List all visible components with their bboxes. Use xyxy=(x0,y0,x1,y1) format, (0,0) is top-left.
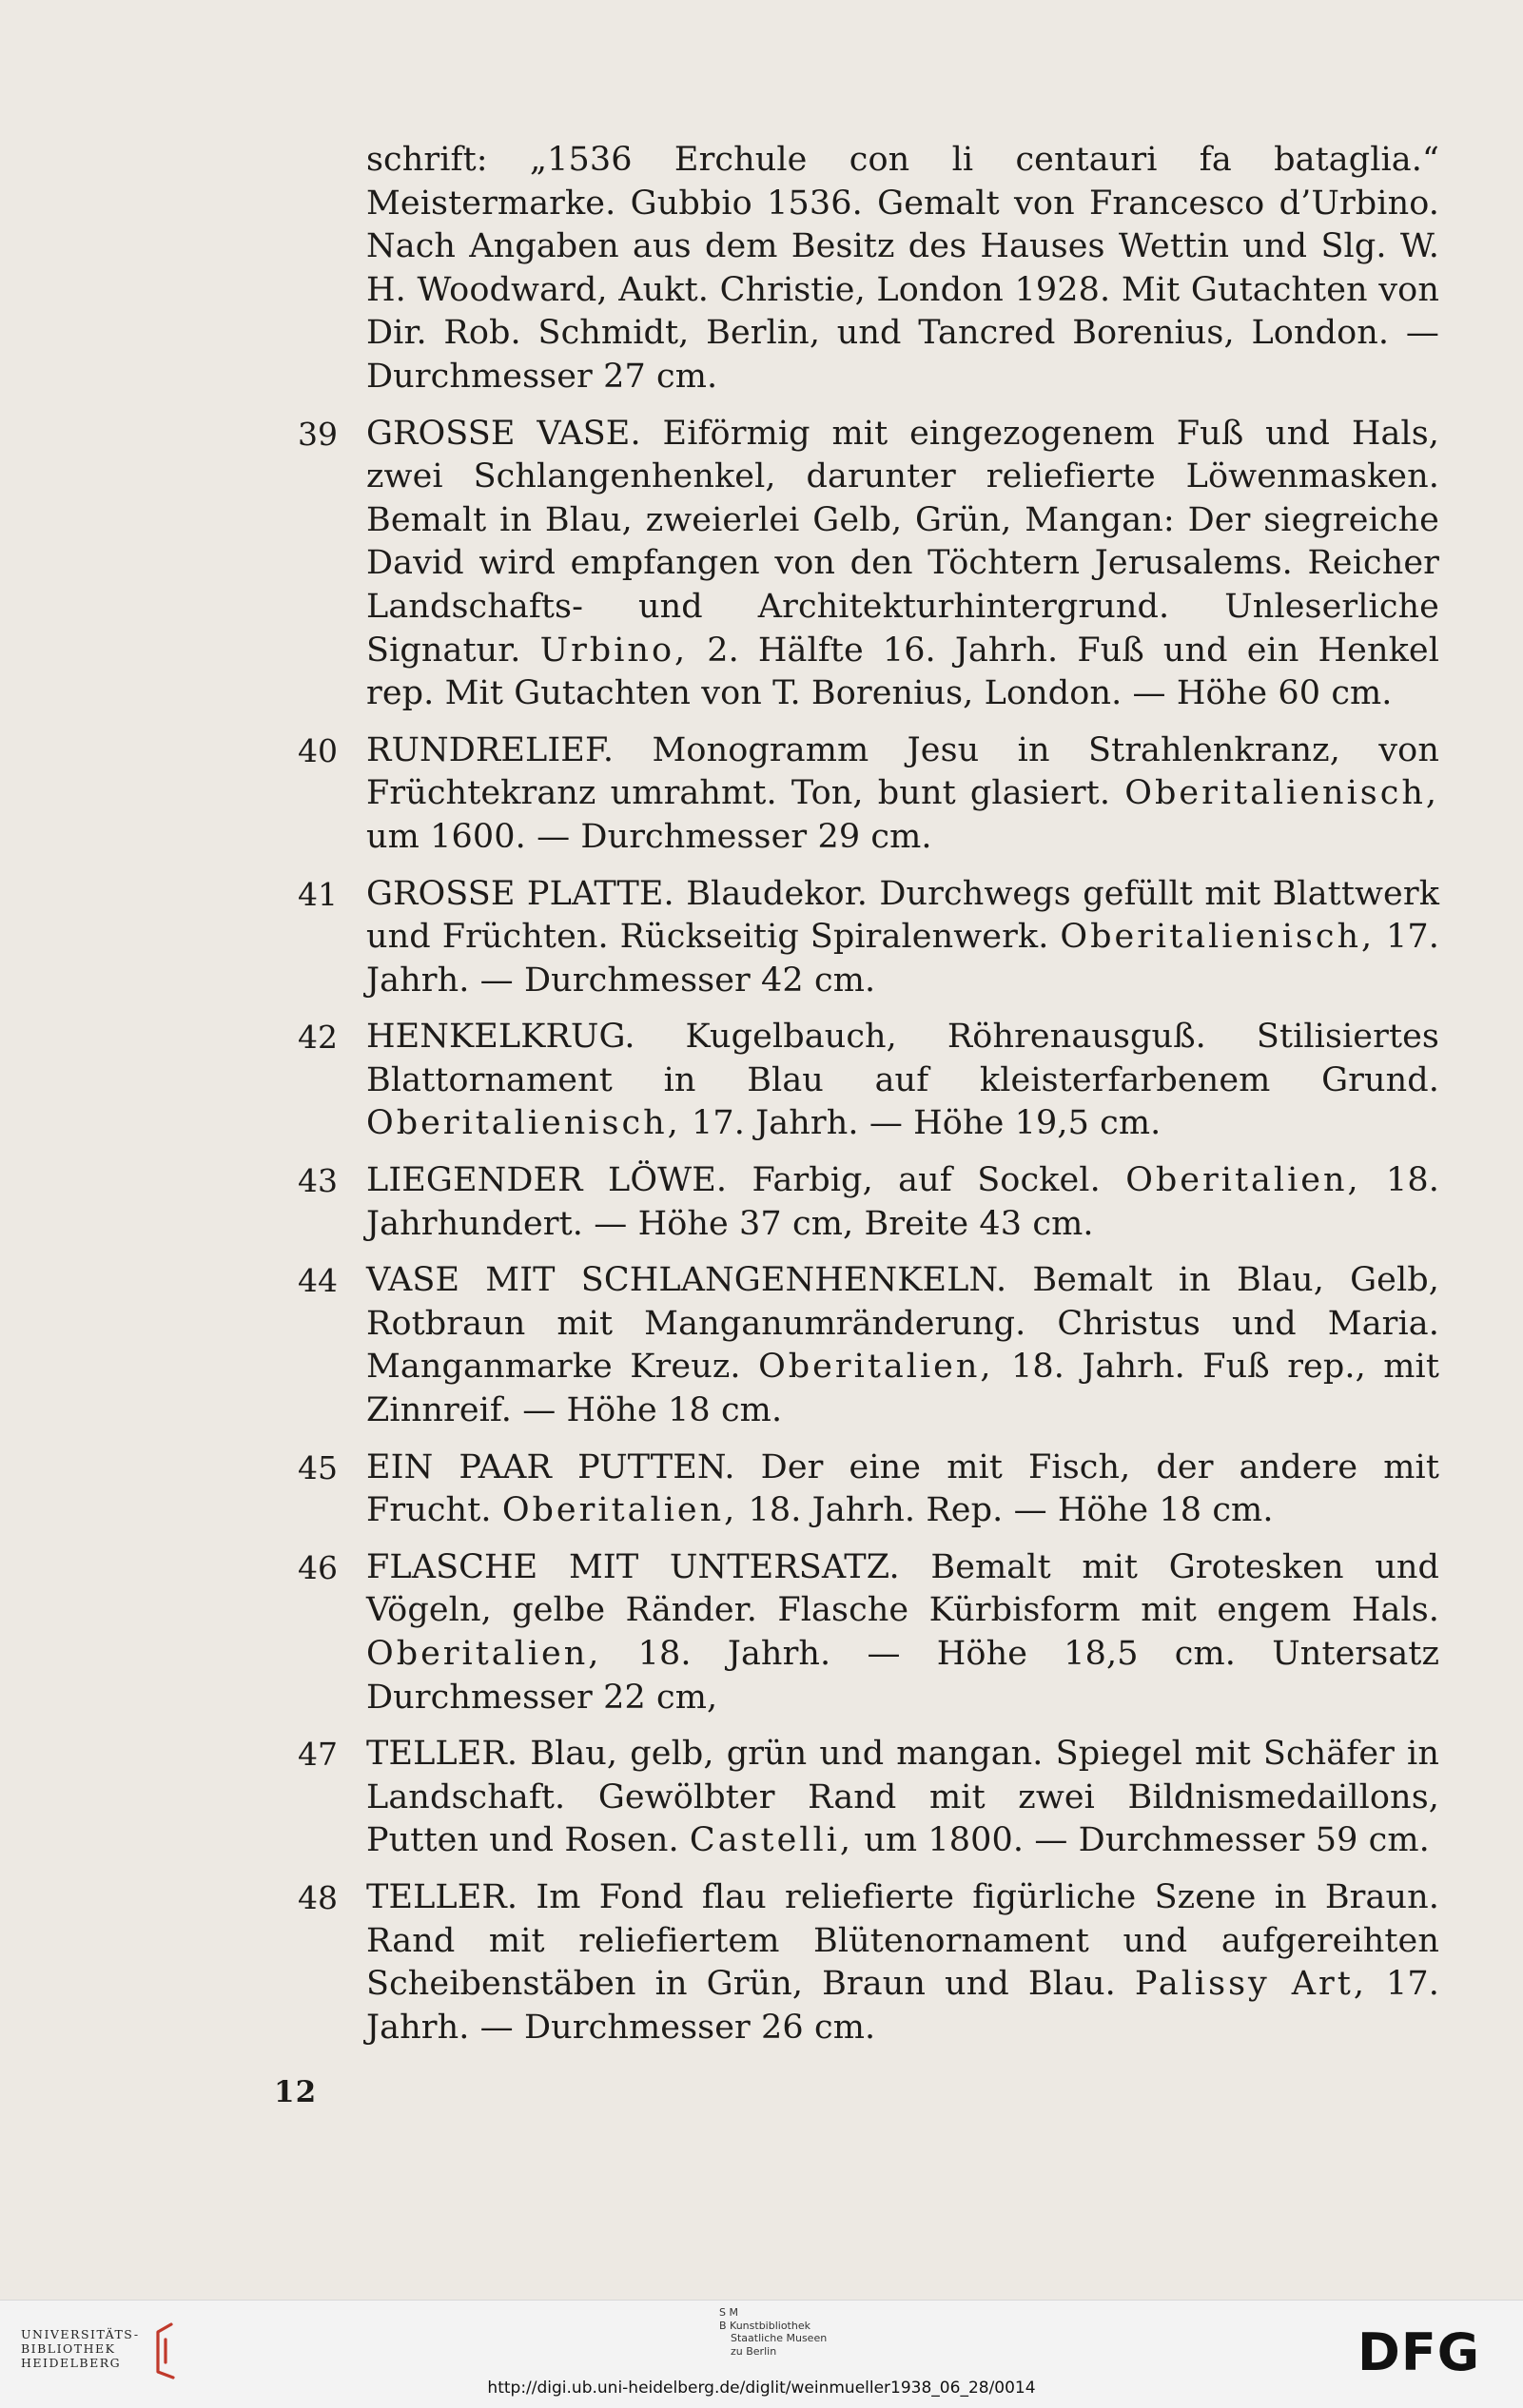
entry-description: FLASCHE MIT UNTERSATZ. Bemalt mit Grotesken und Vögeln, gelbe Ränder. Flasche Kürbisform mit engem Hals. xyxy=(366,1547,1439,1630)
entry-text xyxy=(366,1733,1439,1863)
entry-text xyxy=(366,1876,1439,2049)
university-line: UNIVERSITÄTS- xyxy=(21,2327,140,2341)
entry-text xyxy=(366,1159,1439,1246)
entry-text xyxy=(366,873,1439,1003)
entry-text xyxy=(366,729,1439,860)
entry-origin: Urbino, xyxy=(539,631,689,670)
entry-origin: Oberitalien, xyxy=(366,1635,602,1673)
entry-description: VASE MIT SCHLANGENHENKELN. Bemalt in Blau, Gelb, Rotbraun mit Manganumränderung. Christus und Maria. Manganmarke Kreuz. xyxy=(366,1261,1439,1387)
sm-line: S M xyxy=(719,2306,738,2319)
sm-line: Staatliche Museen xyxy=(731,2332,828,2344)
page-number: 12 xyxy=(274,2075,318,2109)
entry-text xyxy=(366,413,1439,716)
entry-description: TELLER. Blau, gelb, grün und mangan. Spiegel mit Schäfer in Landschaft. Gewölbter Rand mit zwei Bildnismedaillons, Putten und Rosen. xyxy=(366,1735,1439,1860)
entry-details: 18. Jahrh. — Höhe 18,5 cm. Untersatz Durchmesser 22 cm, xyxy=(366,1635,1439,1717)
catalog-entry-46 xyxy=(298,1546,1439,1719)
entry-text xyxy=(366,1259,1439,1432)
entry-description: TELLER. Im Fond flau reliefierte figürliche Szene in Braun. Rand mit reliefiertem Blütenornament und aufgereihten Scheibenstäben in Grün, Braun und Blau. xyxy=(366,1877,1439,2004)
dfg-logo: DFG xyxy=(1357,2322,1481,2382)
entry-origin: Oberitalienisch, xyxy=(366,1104,681,1143)
catalog-entry-48 xyxy=(298,1876,1439,2049)
entry-description: LIEGENDER LÖWE. Farbig, auf Sockel. xyxy=(366,1161,1101,1200)
entry-origin: Oberitalien, xyxy=(1125,1161,1361,1200)
entry-description: HENKELKRUG. Kugelbauch, Röhrenausguß. Stilisiertes Blattornament in Blau auf kleisterfarbenem Grund. xyxy=(366,1018,1439,1099)
entry-details: 18. Jahrh. Rep. — Höhe 18 cm. xyxy=(748,1491,1274,1530)
catalog-entry-44 xyxy=(298,1259,1440,1432)
entry-description: GROSSE PLATTE. Blaudekor. Durchwegs gefüllt mit Blattwerk und Früchten. Rückseitig Spiralenwerk. xyxy=(366,874,1439,957)
entry-details: 2. Hälfte 16. Jahrh. Fuß und ein Henkel rep. Mit Gutachten von T. Borenius, London. — Höhe 60 cm. xyxy=(366,631,1439,713)
sm-line: B Kunstbibliothek xyxy=(719,2319,810,2332)
catalog-entry-45 xyxy=(298,1447,1439,1533)
entry-number: 39 xyxy=(298,415,338,453)
entry-text xyxy=(366,1016,1439,1146)
entry-number: 48 xyxy=(298,1878,338,1916)
catalog-entry-42 xyxy=(298,1016,1439,1146)
entry-number: 41 xyxy=(298,875,338,913)
catalog-entry-47 xyxy=(298,1733,1439,1863)
sm-line: zu Berlin xyxy=(731,2344,777,2358)
entry-details: um 1600. — Durchmesser 29 cm. xyxy=(366,817,932,856)
entry-number: 47 xyxy=(298,1736,338,1774)
entry-number: 42 xyxy=(298,1019,338,1057)
entry-origin: Oberitalienisch, xyxy=(1060,918,1376,957)
entry-number: 44 xyxy=(298,1262,338,1300)
entry-origin: Oberitalien, xyxy=(758,1348,994,1387)
university-line: BIBLIOTHEK xyxy=(21,2341,116,2356)
entry-origin: Palissy Art, xyxy=(1134,1965,1367,2004)
continuation-paragraph: schrift: „1536 Erchule con li centauri fa bataglia.“ Meistermarke. Gubbio 1536. Gemalt von Francesco d’Urbino. Nach Angaben aus dem Besitz des Hauses Wettin und Slg. W. H. Woodward, Aukt. Christie, London 1928. Mit Gutachten von Dir. Rob. Schmidt, Berlin, und Tancred Borenius, London. — Durchmesser 27 cm. xyxy=(366,141,1439,396)
entry-description: RUNDRELIEF. Monogramm Jesu in Strahlenkranz, von Früchtekranz umrahmt. Ton, bunt glasiert. xyxy=(366,730,1439,813)
entry-origin: Oberitalienisch, xyxy=(1124,774,1439,813)
catalog-entry-41 xyxy=(298,873,1440,1003)
entry-text xyxy=(366,1546,1439,1719)
university-line: HEIDELBERG xyxy=(21,2356,122,2370)
entry-details: 17. Jahrh. — Durchmesser 26 cm. xyxy=(366,1965,1439,2047)
entry-number: 40 xyxy=(298,731,338,769)
entry-text xyxy=(366,1447,1439,1533)
entry-description: GROSSE VASE. Eiförmig mit eingezogenem Fuß und Hals, zwei Schlangenhenkel, darunter reliefierte Löwenmasken. Bemalt in Blau, zweierlei Gelb, Grün, Mangan: Der siegreiche David wird empfangen von den Töchtern Jerusalems. Reicher Landschafts- und Architekturhintergrund. Unleserliche Signatur. xyxy=(366,414,1439,670)
entry-origin: Oberitalien, xyxy=(501,1491,738,1530)
entry-number: 46 xyxy=(298,1548,338,1586)
permalink-url[interactable]: http://digi.ub.uni-heidelberg.de/diglit/weinmueller1938_06_28/0014 xyxy=(487,2379,1036,2398)
entry-origin: Castelli, xyxy=(689,1821,854,1860)
entry-number: 45 xyxy=(298,1448,338,1486)
entry-details: 17. Jahrh. — Durchmesser 42 cm. xyxy=(366,918,1440,1000)
entry-details: um 1800. — Durchmesser 59 cm. xyxy=(864,1821,1430,1860)
catalog-entry-39 xyxy=(298,413,1439,716)
sm-kunstbibliothek-logo xyxy=(719,2306,909,2358)
entry-details: 17. Jahrh. — Höhe 19,5 cm. xyxy=(691,1104,1162,1143)
entry-number: 43 xyxy=(298,1162,338,1200)
catalog-entry-43 xyxy=(298,1159,1439,1246)
catalog-entry-40 xyxy=(298,729,1439,860)
entry-details: 18. Jahrh. Fuß rep., mit Zinnreif. — Höhe 18 cm. xyxy=(366,1348,1440,1430)
entry-details: 18. Jahrhundert. — Höhe 37 cm, Breite 43 cm. xyxy=(366,1161,1439,1243)
catalog-text xyxy=(298,139,1440,2049)
university-library-logo-icon xyxy=(143,2319,185,2381)
entry-description: EIN PAAR PUTTEN. Der eine mit Fisch, der andere mit Frucht. xyxy=(366,1447,1439,1530)
